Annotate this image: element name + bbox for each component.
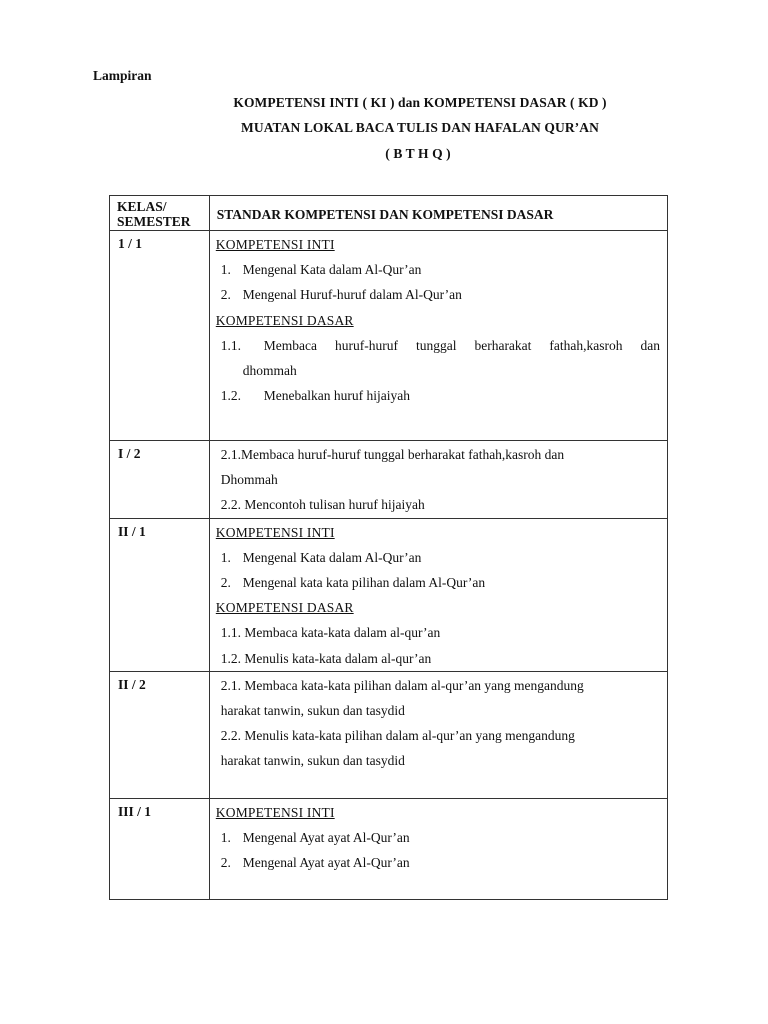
- kd-heading: KOMPETENSI DASAR: [215, 312, 354, 328]
- item-text: Mengenal Kata dalam Al-Qur’an: [242, 262, 422, 278]
- kelas-cell: II / 2: [110, 671, 210, 798]
- list-item: [216, 257, 660, 282]
- header-kelas-line: KELAS/: [117, 199, 167, 214]
- list-item: [216, 570, 660, 595]
- item-text: Mengenal Ayat ayat Al-Qur’an: [242, 855, 410, 871]
- table-row: [110, 441, 668, 519]
- ki-heading: KOMPETENSI INTI: [215, 804, 335, 820]
- table-row: [110, 231, 668, 441]
- kelas-cell: I / 2: [110, 441, 210, 519]
- content-cell: [209, 671, 667, 798]
- header-standar: STANDAR KOMPETENSI DAN KOMPETENSI DASAR: [209, 196, 667, 231]
- item-number: 2.: [220, 287, 231, 303]
- item-number: 1.: [220, 830, 231, 846]
- kelas-cell: 1 / 1: [110, 231, 210, 441]
- item-number: 2.: [220, 855, 231, 871]
- ki-heading: KOMPETENSI INTI: [215, 524, 335, 540]
- text-line: 1.2. Menulis kata-kata dalam al-qur’an: [220, 650, 432, 666]
- text-line: 2.2. Menulis kata-kata pilihan dalam al-qur’an yang mengandung: [220, 728, 575, 744]
- list-item: [216, 282, 660, 307]
- list-item: [216, 333, 660, 358]
- item-number: 2.: [220, 575, 231, 591]
- item-number: 1.1.: [220, 337, 242, 353]
- table-row: [110, 518, 668, 671]
- text-line: harakat tanwin, sukun dan tasydid: [220, 703, 405, 719]
- text-line: harakat tanwin, sukun dan tasydid: [220, 753, 405, 769]
- text-line: Dhommah: [220, 472, 278, 488]
- list-item: [216, 545, 660, 570]
- content-cell: [209, 231, 667, 441]
- title-line-2: MUATAN LOKAL BACA TULIS DAN HAFALAN QUR’AN: [241, 120, 599, 135]
- kelas-cell: II / 1: [110, 518, 210, 671]
- text-line: 2.1. Membaca kata-kata pilihan dalam al-qur’an yang mengandung: [220, 677, 584, 693]
- kelas-cell: III / 1: [110, 798, 210, 899]
- header-kelas-semester: [110, 196, 210, 231]
- text-line: 1.1. Membaca kata-kata dalam al-qur’an: [220, 625, 441, 641]
- list-item: [216, 825, 660, 850]
- item-number: 1.2.: [220, 388, 242, 404]
- lampiran-label: Lampiran: [93, 68, 152, 83]
- table-header-row: [110, 196, 668, 231]
- title-line-3: ( B T H Q ): [385, 146, 451, 161]
- item-number: 1.: [220, 262, 231, 278]
- title-line-1: KOMPETENSI INTI ( KI ) dan KOMPETENSI DASAR ( KD ): [233, 95, 607, 110]
- item-text: Membaca huruf-huruf tunggal berharakat fathah,kasroh dan: [263, 337, 660, 353]
- text-line: 2.1.Membaca huruf-huruf tunggal berharakat fathah,kasroh dan: [220, 447, 565, 462]
- kd-heading: KOMPETENSI DASAR: [215, 600, 354, 616]
- text-line: 2.2. Mencontoh tulisan huruf hijaiyah: [220, 497, 425, 513]
- content-cell: [209, 798, 667, 899]
- list-item: [216, 383, 660, 408]
- item-text: Mengenal Kata dalam Al-Qur’an: [242, 549, 422, 565]
- item-text: Mengenal Huruf-huruf dalam Al-Qur’an: [242, 287, 462, 303]
- header-semester-line: SEMESTER: [117, 214, 191, 229]
- table-row: [110, 798, 668, 899]
- list-item: [216, 850, 660, 875]
- content-cell: [209, 441, 667, 519]
- item-text: Menebalkan huruf hijaiyah: [263, 388, 410, 404]
- table-row: [110, 671, 668, 798]
- item-continuation: dhommah: [242, 362, 297, 378]
- competency-table: [109, 195, 668, 900]
- content-cell: [209, 518, 667, 671]
- item-text: Mengenal Ayat ayat Al-Qur’an: [242, 830, 410, 846]
- item-number: 1.: [220, 549, 231, 565]
- item-text: Mengenal kata kata pilihan dalam Al-Qur’an: [242, 575, 486, 591]
- ki-heading: KOMPETENSI INTI: [215, 237, 335, 252]
